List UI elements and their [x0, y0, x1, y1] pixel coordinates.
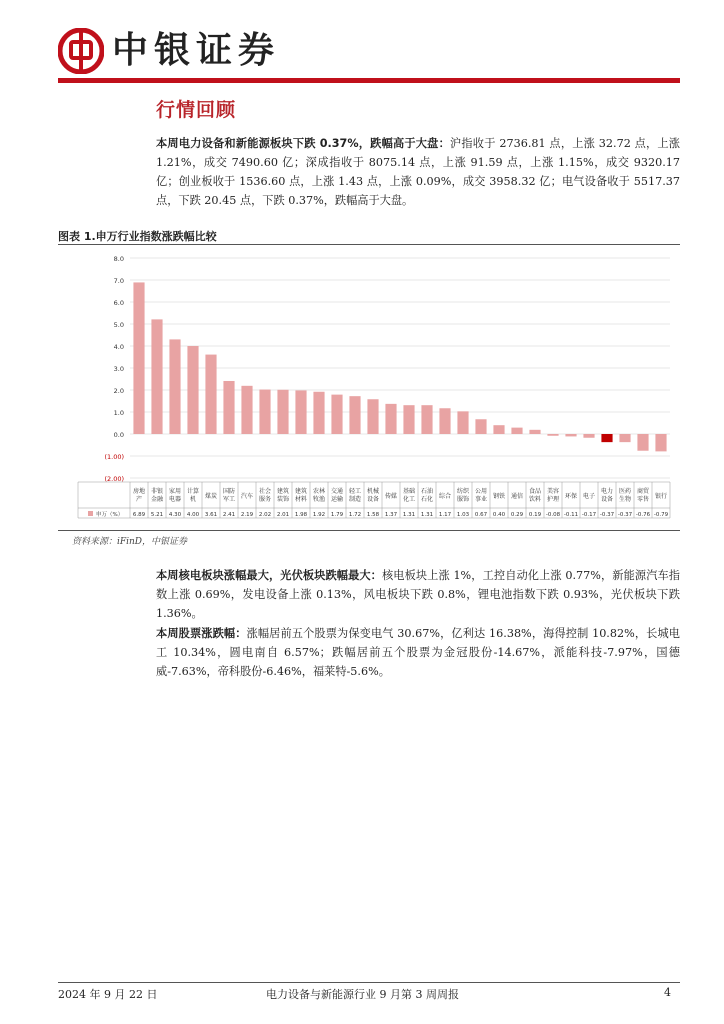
category-label: 设备 — [600, 496, 614, 503]
category-label: 运输 — [330, 496, 344, 503]
category-label: 金融 — [150, 496, 164, 503]
data-label: -0.17 — [581, 512, 597, 518]
category-label: 综合 — [438, 493, 452, 500]
chart-bar — [457, 411, 468, 434]
category-label: 服饰 — [456, 496, 470, 503]
category-label: 医药 — [618, 488, 632, 495]
category-label: 饮料 — [528, 496, 542, 503]
category-label: 建筑 — [276, 488, 290, 495]
chart-bar — [529, 430, 540, 434]
category-label: 电子 — [582, 493, 596, 500]
category-label: 基础 — [402, 488, 416, 495]
y-tick-label: 4.0 — [113, 343, 124, 351]
category-label: 牧渔 — [312, 496, 326, 503]
chart-bar — [259, 390, 270, 434]
figure-title: 图表 1.申万行业指数涨跌幅比较 — [58, 230, 217, 243]
category-label: 房地 — [132, 488, 146, 495]
category-label: 食品 — [528, 488, 542, 495]
y-tick-label: (1.00) — [104, 453, 124, 461]
data-label: 1.03 — [456, 512, 470, 518]
category-label: 家用 — [168, 488, 182, 495]
y-tick-label: 5.0 — [113, 321, 124, 329]
data-label: 0.29 — [510, 512, 524, 518]
category-label: 钢铁 — [492, 493, 506, 500]
data-label: -0.76 — [635, 512, 651, 518]
data-label: 3.61 — [204, 512, 218, 518]
data-label: 0.40 — [492, 512, 506, 518]
legend-swatch — [88, 511, 93, 516]
category-label: 公用 — [474, 488, 488, 495]
y-tick-label: 2.0 — [113, 387, 124, 395]
category-label: 环保 — [564, 493, 578, 500]
chart-bar — [655, 434, 666, 451]
chart-bar — [277, 390, 288, 434]
paragraph-lead: 本周核电板块涨幅最大，光伏板块跌幅最大： — [156, 569, 382, 582]
category-label: 机 — [189, 496, 197, 503]
data-label: 2.01 — [276, 512, 290, 518]
figure-source: 资料来源：iFinD，中银证券 — [72, 537, 188, 547]
category-label: 通信 — [510, 493, 524, 500]
chart-bar — [313, 392, 324, 434]
data-label: -0.37 — [617, 512, 633, 518]
chart-bar — [241, 386, 252, 434]
chart-bar — [439, 408, 450, 434]
chart-bar — [601, 434, 612, 442]
category-label: 护理 — [546, 496, 560, 503]
data-label: 4.30 — [168, 512, 182, 518]
data-label: 1.17 — [438, 512, 452, 518]
page-number: 4 — [664, 986, 671, 999]
paragraph-market-review — [156, 134, 680, 210]
category-label: 农林 — [312, 488, 326, 495]
category-label: 国防 — [222, 488, 236, 495]
chart-bar — [547, 434, 558, 436]
chart-bar — [331, 395, 342, 434]
paragraph-body: 涨幅居前五个股票为保变电气 30.67%，亿利达 16.38%，海得控制 10.82%，长城电工 10.34%，圆电南自 6.57%；跌幅居前五个股票为金冠股份-14.67%，派能科技-7.97%，国德威-7.63%，帝科股份-6.46%，福莱特-5.6%。 — [156, 627, 680, 678]
chart-bar — [349, 396, 360, 434]
data-label: 0.19 — [528, 512, 542, 518]
figure-top-rule — [58, 244, 680, 245]
y-tick-label: 8.0 — [113, 255, 124, 263]
chart-bar — [367, 399, 378, 434]
chart-bar — [151, 319, 162, 434]
category-label: 机械 — [366, 488, 380, 495]
brand-name: 中银证券 — [112, 30, 281, 71]
y-tick-label: 7.0 — [113, 277, 124, 285]
chart-bar — [403, 405, 414, 434]
category-label: 产 — [135, 496, 143, 503]
category-label: 化工 — [402, 496, 416, 503]
category-label: 社会 — [258, 488, 272, 495]
chart-bar — [187, 346, 198, 434]
y-tick-label: 1.0 — [113, 409, 124, 417]
data-label: 1.98 — [294, 512, 308, 518]
data-label: -0.37 — [599, 512, 615, 518]
paragraph-lead: 本周电力设备和新能源板块下跌 0.37%，跌幅高于大盘： — [156, 137, 450, 150]
category-label: 生物 — [618, 496, 632, 503]
category-label: 计算 — [186, 488, 200, 495]
chart-bar — [583, 434, 594, 438]
y-tick-label: 0.0 — [113, 431, 124, 439]
category-label: 传媒 — [384, 493, 398, 500]
category-label: 建筑 — [294, 488, 308, 495]
section-title: 行情回顾 — [156, 99, 237, 121]
data-label: -0.11 — [563, 512, 579, 518]
chart-bar — [421, 405, 432, 434]
footer-date: 2024 年 9 月 22 日 — [58, 988, 158, 1001]
chart-bar — [133, 282, 144, 434]
data-label: 1.72 — [348, 512, 362, 518]
category-label: 材料 — [294, 496, 308, 503]
footer-report-title: 电力设备与新能源行业 9 月第 3 周周报 — [266, 988, 459, 1001]
data-label: 6.89 — [132, 512, 146, 518]
category-label: 军工 — [222, 496, 236, 503]
data-label: 1.31 — [420, 512, 434, 518]
data-label: 1.79 — [330, 512, 344, 518]
data-label: -0.79 — [653, 512, 669, 518]
chart-bar — [295, 390, 306, 434]
page-header — [0, 0, 724, 90]
chart-bar — [511, 428, 522, 434]
chart-bar — [619, 434, 630, 442]
y-tick-label: 3.0 — [113, 365, 124, 373]
legend-series-label: 申万（%） — [96, 512, 124, 518]
data-label: 0.67 — [474, 512, 488, 518]
header-rule — [58, 78, 680, 83]
data-label: 1.92 — [312, 512, 326, 518]
data-label: 1.31 — [402, 512, 416, 518]
figure-bottom-rule — [58, 530, 680, 531]
data-label: 2.41 — [222, 512, 236, 518]
category-label: 事业 — [474, 496, 488, 503]
chart-bar — [475, 419, 486, 434]
category-label: 石油 — [420, 488, 434, 495]
category-label: 美容 — [546, 488, 560, 495]
category-label: 交通 — [330, 488, 344, 495]
data-label: 1.58 — [366, 512, 380, 518]
category-label: 石化 — [420, 496, 434, 503]
category-label: 轻工 — [348, 488, 362, 495]
category-label: 银行 — [654, 493, 668, 500]
paragraph-body: 沪指收于 2736.81 点，上涨 32.72 点，上涨 1.21%，成交 7490.60 亿；深成指收于 8075.14 点，上涨 91.59 点，上涨 1.15%，成交 9320.17 亿；创业板收于 1536.60 点，上涨 1.43 点，上涨 0.09%，成交 3958.32 亿；电气设备收于 5517.37 点，下跌 20.45 点，下跌 0.37%，跌幅高于大盘。 — [156, 137, 680, 207]
data-label: 1.37 — [384, 512, 398, 518]
chart-bar — [493, 425, 504, 434]
category-label: 汽车 — [240, 493, 254, 500]
footer-rule — [58, 982, 680, 983]
category-label: 电力 — [600, 488, 614, 495]
chart-bar — [169, 339, 180, 434]
category-label: 服务 — [258, 496, 272, 503]
chart-bar — [205, 355, 216, 434]
category-label: 装饰 — [276, 496, 290, 503]
category-label: 商贸 — [636, 488, 650, 495]
paragraph-stock-moves — [156, 624, 680, 681]
paragraph-sector-moves — [156, 566, 680, 623]
industry-change-bar-chart — [58, 246, 680, 530]
data-label: -0.08 — [545, 512, 561, 518]
paragraph-body: 核电板块上涨 1%，工控自动化上涨 0.77%，新能源汽车指数上涨 0.69%，发电设备上涨 0.13%，风电板块下跌 0.8%，锂电池指数下跌 0.93%，光伏板块下跌 1.36%。 — [156, 569, 680, 620]
y-tick-label: 6.0 — [113, 299, 124, 307]
category-label: 设备 — [366, 496, 380, 503]
chart-bar — [637, 434, 648, 451]
data-label: 4.00 — [186, 512, 200, 518]
category-label: 制造 — [348, 496, 362, 503]
category-label: 纺织 — [456, 488, 470, 495]
category-label: 非银 — [150, 488, 164, 495]
category-label: 电器 — [168, 496, 182, 503]
data-label: 2.02 — [258, 512, 272, 518]
chart-bar — [223, 381, 234, 434]
data-label: 5.21 — [150, 512, 164, 518]
category-label: 零售 — [636, 496, 650, 503]
y-tick-label: (2.00) — [104, 475, 124, 483]
bank-of-china-logo-icon — [58, 28, 104, 74]
data-label: 2.19 — [240, 512, 254, 518]
category-label: 煤炭 — [204, 493, 218, 500]
chart-bar — [565, 434, 576, 436]
chart-bar — [385, 404, 396, 434]
paragraph-lead: 本周股票涨跌幅： — [156, 627, 247, 640]
